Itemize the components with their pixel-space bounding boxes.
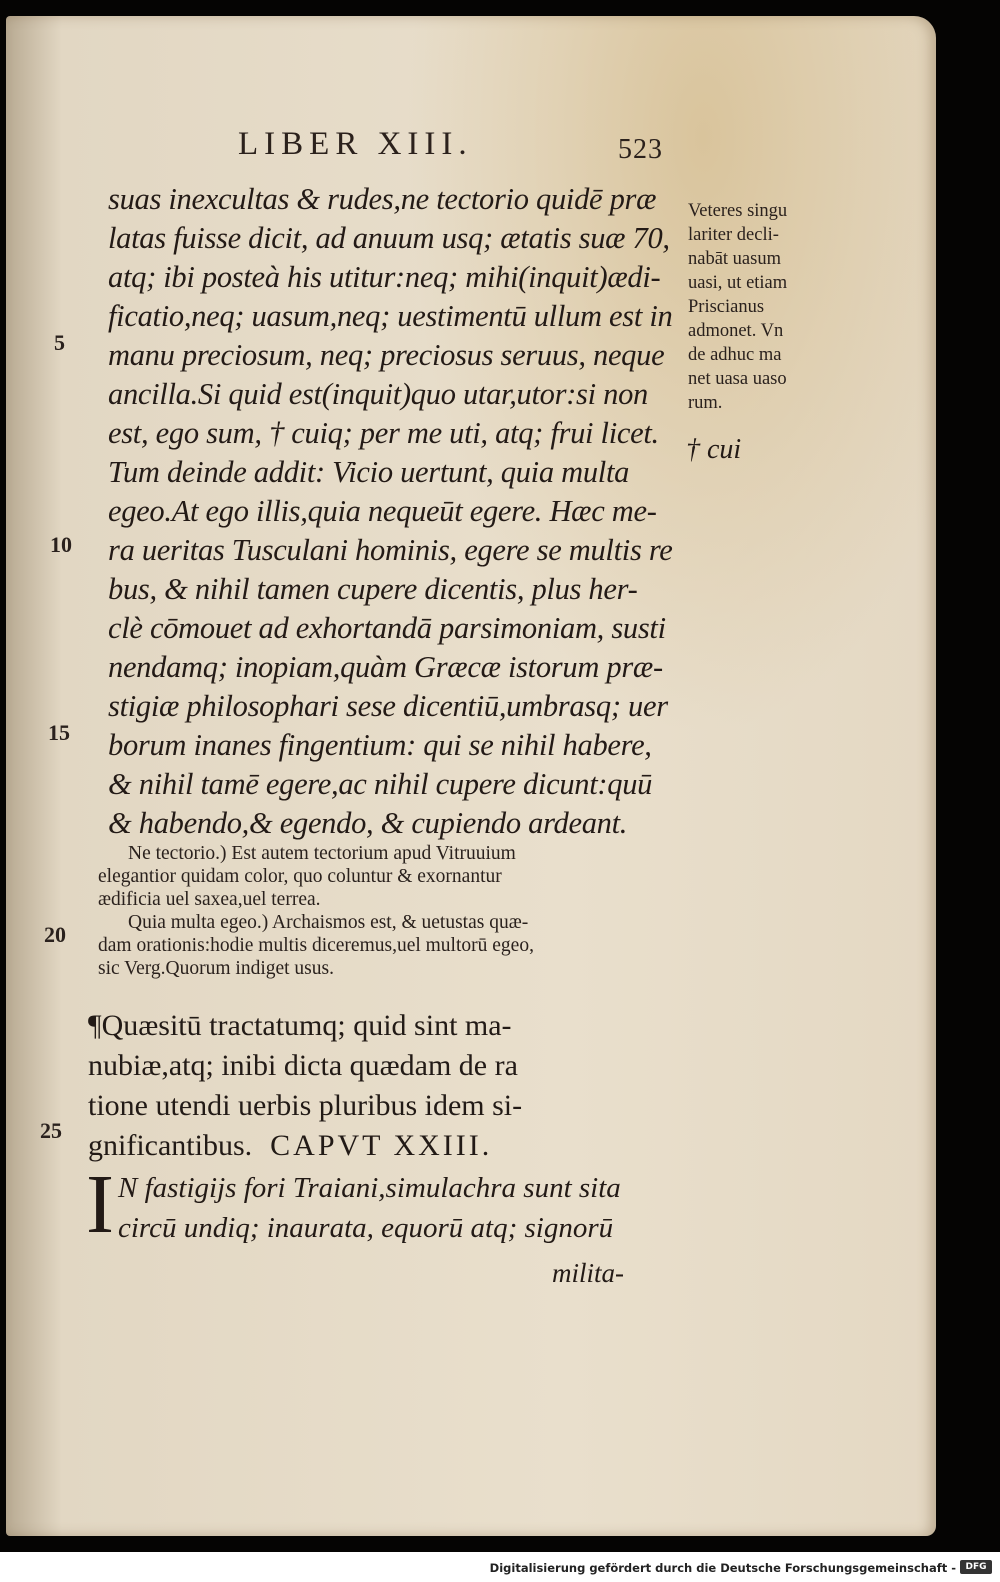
text-line: borum inanes fingentium: qui se nihil habere, (108, 728, 652, 762)
cross-reference: † cui (686, 434, 742, 465)
text-line: est, ego sum, † cuiq; per me uti, atq; frui licet. (108, 416, 659, 450)
running-title: LIBER XIII. (238, 126, 473, 162)
catchword: milita- (552, 1258, 624, 1288)
line-number: 25 (40, 1118, 62, 1143)
text-line: stigiæ philosophari sese dicentiū,umbrasq; uer (108, 689, 668, 723)
main-text-block (108, 180, 678, 843)
text-line: nendamq; inopiam,quàm Græcæ istorum præ- (108, 650, 663, 684)
drop-cap: I (86, 1158, 114, 1251)
line-number: 10 (50, 532, 72, 557)
margin-note-line: nabāt uasum (688, 249, 781, 269)
commentary-line: elegantior quidam color, quo coluntur & exornantur (98, 866, 502, 887)
line-number: 15 (48, 720, 70, 745)
page-header (238, 126, 678, 172)
margin-note-line: de adhuc ma (688, 345, 782, 365)
text-line: ancilla.Si quid est(inquit)quo utar,utor:si non (108, 377, 648, 411)
text-line: & nihil tamē egere,ac nihil cupere dicunt:quū (108, 767, 653, 801)
opening-text (86, 1168, 666, 1248)
text-line: latas fuisse dicit, ad anuum usq; ætatis suæ 70, (108, 221, 670, 255)
opening-line: circū undiq; inaurata, equorū atq; signorū (118, 1212, 614, 1244)
text-line: atq; ibi posteà his utitur:neq; mihi(inquit)ædi- (108, 260, 661, 294)
commentary-line: Quia multa egeo.) Archaismos est, & uetustas quæ- (128, 912, 529, 933)
commentary-line: dam orationis:hodie multis diceremus,uel multorū egeo, (98, 935, 534, 956)
chapter-heading-line: nubiæ,atq; inibi dicta quædam de ra (88, 1049, 518, 1082)
chapter-heading-line (88, 1126, 658, 1166)
text-line: suas inexcultas & rudes,ne tectorio quidē præ (108, 182, 657, 216)
margin-note-line: Veteres singu (688, 201, 788, 221)
margin-note-line: Priscianus (688, 297, 765, 317)
chapter-heading-line: tione utendi uerbis pluribus idem si- (88, 1089, 523, 1122)
text-line: & habendo,& egendo, & cupiendo ardeant. (108, 806, 628, 840)
margin-note-line: net uasa uaso (688, 369, 787, 389)
line-number: 20 (44, 922, 66, 947)
dfg-logo: DFG (960, 1560, 992, 1574)
chapter-label: CAPVT XXIII. (270, 1129, 493, 1162)
text-line: ra ueritas Tusculani hominis, egere se multis re (108, 533, 673, 567)
text-line: egeo.At ego illis,quia nequeūt egere. Hæc me- (108, 494, 657, 528)
chapter-heading-end: gnificantibus. (88, 1129, 253, 1162)
commentary-line: sic Verg.Quorum indiget usus. (98, 958, 334, 979)
margin-note-line: rum. (688, 393, 723, 413)
text-line: Tum deinde addit: Vicio uertunt, quia multa (108, 455, 630, 489)
margin-note-line: admonet. Vn (688, 321, 784, 341)
chapter-heading (88, 1006, 658, 1166)
margin-note (688, 199, 828, 415)
commentary-block (98, 842, 664, 980)
page-number: 523 (618, 134, 663, 165)
margin-note-line: uasi, ut etiam (688, 273, 788, 293)
chapter-heading-line: ¶Quæsitū tractatumq; quid sint ma- (88, 1009, 512, 1042)
commentary-line: ædificia uel saxea,uel terrea. (98, 889, 321, 910)
footer-credit: Digitalisierung gefördert durch die Deutsche Forschungsgemeinschaft - (489, 1561, 956, 1575)
margin-note-line: lariter decli- (688, 225, 779, 245)
commentary-line: Ne tectorio.) Est autem tectorium apud Vitruuium (128, 843, 516, 864)
footer-bar (0, 1552, 1000, 1582)
text-line: clè cōmouet ad exhortandā parsimoniam, susti (108, 611, 666, 645)
text-line: manu preciosum, neq; preciosus seruus, neque (108, 338, 665, 372)
text-line: bus, & nihil tamen cupere dicentis, plus her- (108, 572, 638, 606)
text-line: ficatio,neq; uasum,neq; uestimentū ullum est in (108, 299, 673, 333)
line-number: 5 (54, 330, 65, 355)
opening-line: N fastigijs fori Traiani,simulachra sunt sita (118, 1172, 621, 1204)
